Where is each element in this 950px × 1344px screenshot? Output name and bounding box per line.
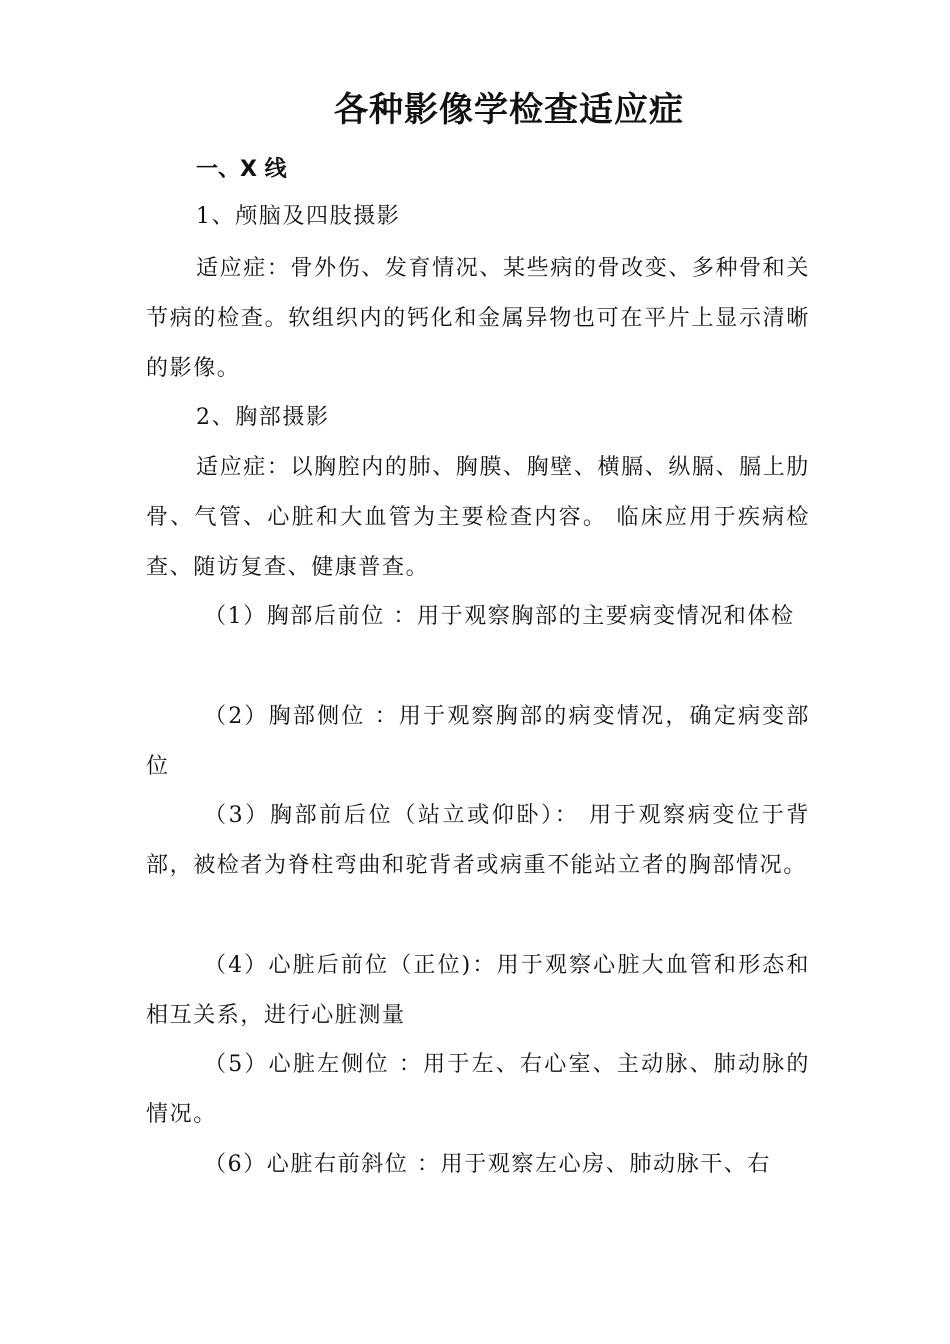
paragraph-chest-position-1: （1）胸部后前位 ：用于观察胸部的主要病变情况和体检 <box>204 604 795 629</box>
paragraph-skull-limbs-indication: 适应症：骨外伤、发育情况、某些病的骨改变、多种骨和关节病的检查。软组织内的钙化和金属异物也可在平片上显示清晰的影像。 <box>146 256 810 381</box>
paragraph-chest-indication: 适应症：以胸腔内的肺、胸膜、胸壁、横膈、纵膈、膈上肋骨、气管、心脏和大血管为主要检查内容。 临床应用于疾病检查、随访复查、健康普查。 <box>146 455 810 580</box>
paragraph-chest-position-5: （5）心脏左侧位 ：用于左、右心室、主动脉、肺动脉的情况。 <box>146 1052 810 1127</box>
paragraph-chest-position-6: （6）心脏右前斜位 ：用于观察左心房、肺动脉干、右 <box>204 1152 771 1177</box>
paragraph-chest-position-4: （4）心脏后前位（正位)：用于观察心脏大血管和形态和相互关系，进行心脏测量 <box>146 953 810 1028</box>
paragraph-chest-position-3: （3）胸部前后位（站立或仰卧）： 用于观察病变位于背部，被检者为脊柱弯曲和驼背者或病重不能站立者的胸部情况。 <box>146 803 810 878</box>
section-heading-xray: 一、X 线 <box>196 157 287 182</box>
document-title: 各种影像学检查适应症 <box>334 90 684 130</box>
paragraph-chest-position-2: （2）胸部侧位 ：用于观察胸部的病变情况，确定病变部位 <box>146 704 810 779</box>
subsection-heading-skull-limbs: 1、颅脑及四肢摄影 <box>196 204 401 229</box>
subsection-heading-chest: 2、胸部摄影 <box>196 405 330 430</box>
